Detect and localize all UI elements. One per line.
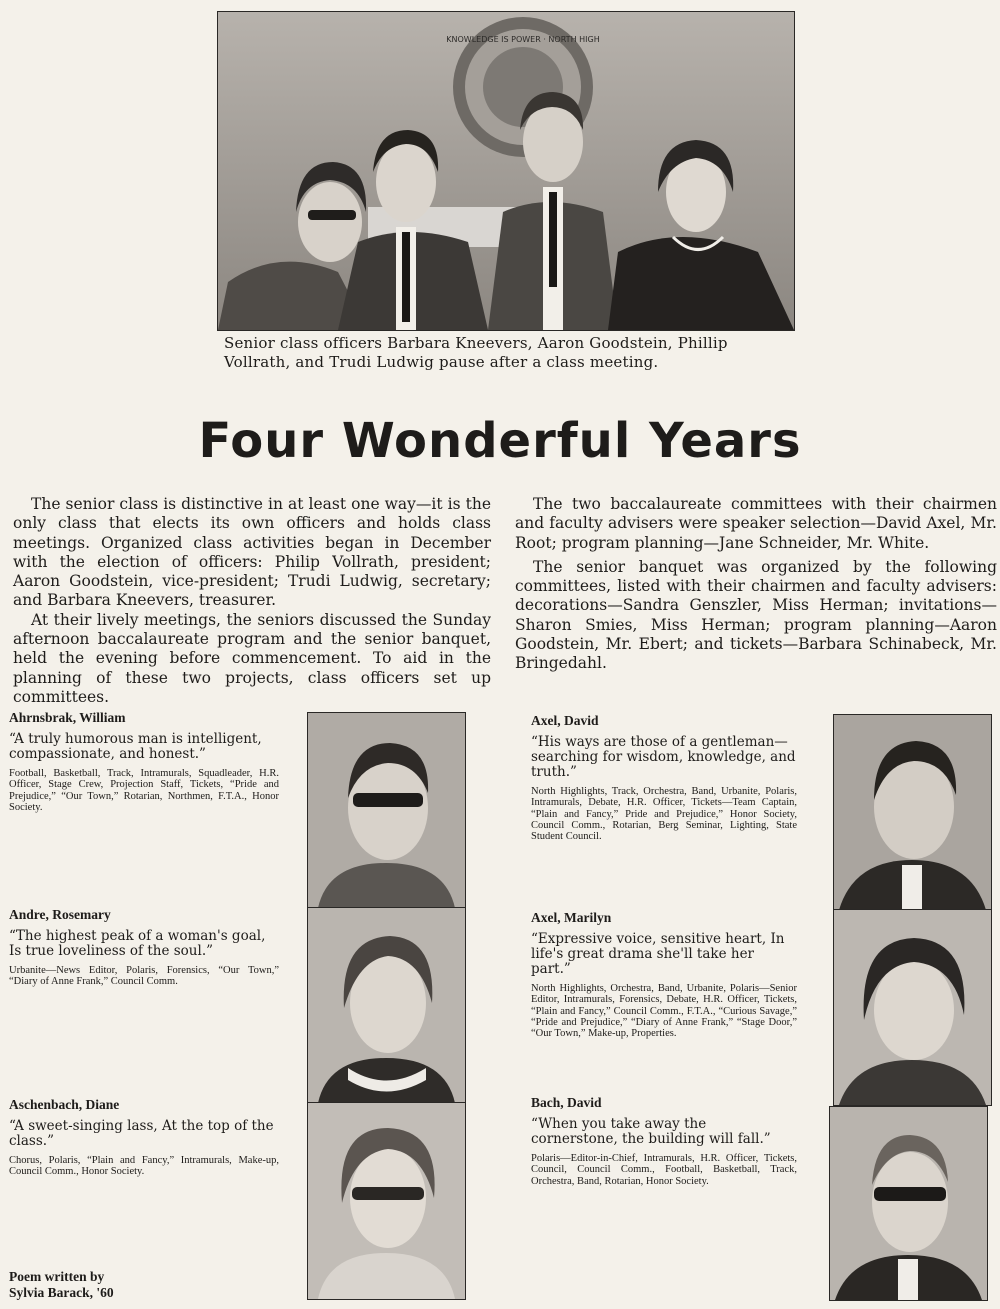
photo-caption: Senior class officers Barbara Kneevers, Aaron Goodstein, Phillip Vollrath, and Trudi Ludwig pause after a class meeting. xyxy=(224,334,728,371)
senior-quote: “A truly humorous man is intelligent, compassionate, and honest.” xyxy=(9,731,262,762)
credit-line-2: Sylvia Barack, '60 xyxy=(9,1285,114,1300)
article-paragraph: The two baccalaureate committees with their chairmen and faculty advisers were speaker selection—David Axel, Mr. Root; program planning—Jane Schneider, Mr. White. xyxy=(515,495,997,552)
senior-portrait xyxy=(307,1102,466,1300)
senior-portrait xyxy=(307,907,466,1104)
senior-name: Aschenbach, Diane xyxy=(9,1097,120,1112)
poem-credit xyxy=(9,1269,114,1301)
senior-entry xyxy=(9,710,279,813)
senior-portrait xyxy=(307,712,466,909)
senior-quote: “His ways are those of a gentleman—searching for wisdom, knowledge, and truth.” xyxy=(531,734,796,780)
senior-quote: “When you take away the cornerstone, the building will fall.” xyxy=(531,1116,771,1147)
senior-activities: North Highlights, Orchestra, Band, Urbanite, Polaris—Senior Editor, Intramurals, Forensics, Debate, H.R. Officer, Tickets, “Plain and Fancy,” Council Comm., F.T.A., “Curious Savage,” “Pride and Prejudice,” “Diary of Anne Frank,” “Stage Door,” “Our Town,” Make-up, Properties. xyxy=(531,983,797,1040)
article-paragraph: The senior class is distinctive in at least one way—it is the only class that elects its own officers and holds class meetings. Organized class activities began in December with the election of officers: Philip Vollrath, president; Aaron Goodstein, vice-president; Trudi Ludwig, secretary; and Barbara Kneevers, treasurer. xyxy=(13,495,491,610)
senior-portrait xyxy=(833,714,992,911)
article-paragraph: At their lively meetings, the seniors discussed the Sunday afternoon baccalaureate program and the senior banquet, held the evening before commencement. To aid in the planning of these two projects, class officers set up committees. xyxy=(13,610,491,706)
group-photo xyxy=(217,11,795,331)
senior-entry xyxy=(531,910,797,1039)
senior-portrait xyxy=(829,1106,988,1301)
senior-name: Andre, Rosemary xyxy=(9,907,111,922)
senior-name: Axel, David xyxy=(531,713,599,728)
senior-name: Ahrnsbrak, William xyxy=(9,710,126,725)
senior-quote: “The highest peak of a woman's goal, Is true loveliness of the soul.” xyxy=(9,928,266,959)
credit-line-1: Poem written by xyxy=(9,1269,105,1284)
seal-text: KNOWLEDGE IS POWER · NORTH HIGH xyxy=(446,35,600,44)
senior-activities: Polaris—Editor-in-Chief, Intramurals, H.R. Officer, Tickets, Council, Council Comm., Football, Basketball, Track, Orchestra, Band, Rotarian, Honor Society. xyxy=(531,1153,797,1187)
senior-name: Axel, Marilyn xyxy=(531,910,612,925)
article-paragraph: The senior banquet was organized by the following committees, listed with their chairmen and faculty advisers: decorations—Sandra Genszler, Miss Herman; invitations—Sharon Smies, Miss Herman; program planning—Aaron Goodstein, Mr. Ebert; and tickets—Barbara Schinabeck, Mr. Bringedahl. xyxy=(515,557,997,673)
article-right-column xyxy=(515,495,997,674)
senior-entry xyxy=(9,907,279,988)
senior-activities: Urbanite—News Editor, Polaris, Forensics, “Our Town,” “Diary of Anne Frank,” Council Comm. xyxy=(9,965,279,988)
senior-name: Bach, David xyxy=(531,1095,602,1110)
senior-activities: Football, Basketball, Track, Intramurals, Squadleader, H.R. Officer, Stage Crew, Projection Staff, Tickets, “Pride and Prejudice,” “Our Town,” Rotarian, Northmen, F.T.A., Honor Society. xyxy=(9,768,279,813)
group-photo-art xyxy=(218,12,794,330)
senior-entry xyxy=(531,1095,797,1187)
senior-activities: Chorus, Polaris, “Plain and Fancy,” Intramurals, Make-up, Council Comm., Honor Society. xyxy=(9,1155,279,1178)
senior-entry xyxy=(531,713,797,842)
senior-quote: “Expressive voice, sensitive heart, In life's great drama she'll take her part.” xyxy=(531,931,785,977)
article-left-column xyxy=(13,495,491,707)
page-title: Four Wonderful Years xyxy=(198,413,802,469)
senior-entry xyxy=(9,1097,279,1178)
senior-quote: “A sweet-singing lass, At the top of the class.” xyxy=(9,1118,274,1149)
senior-portrait xyxy=(833,909,992,1106)
senior-activities: North Highlights, Track, Orchestra, Band, Urbanite, Polaris, Intramurals, Debate, H.R. Officer, Tickets—Team Captain, “Plain and Fancy,” Pride and Prejudice,” Honor Society, Council Comm., Rotarian, Berg Seminar, Lighting, State Student Council. xyxy=(531,786,797,843)
